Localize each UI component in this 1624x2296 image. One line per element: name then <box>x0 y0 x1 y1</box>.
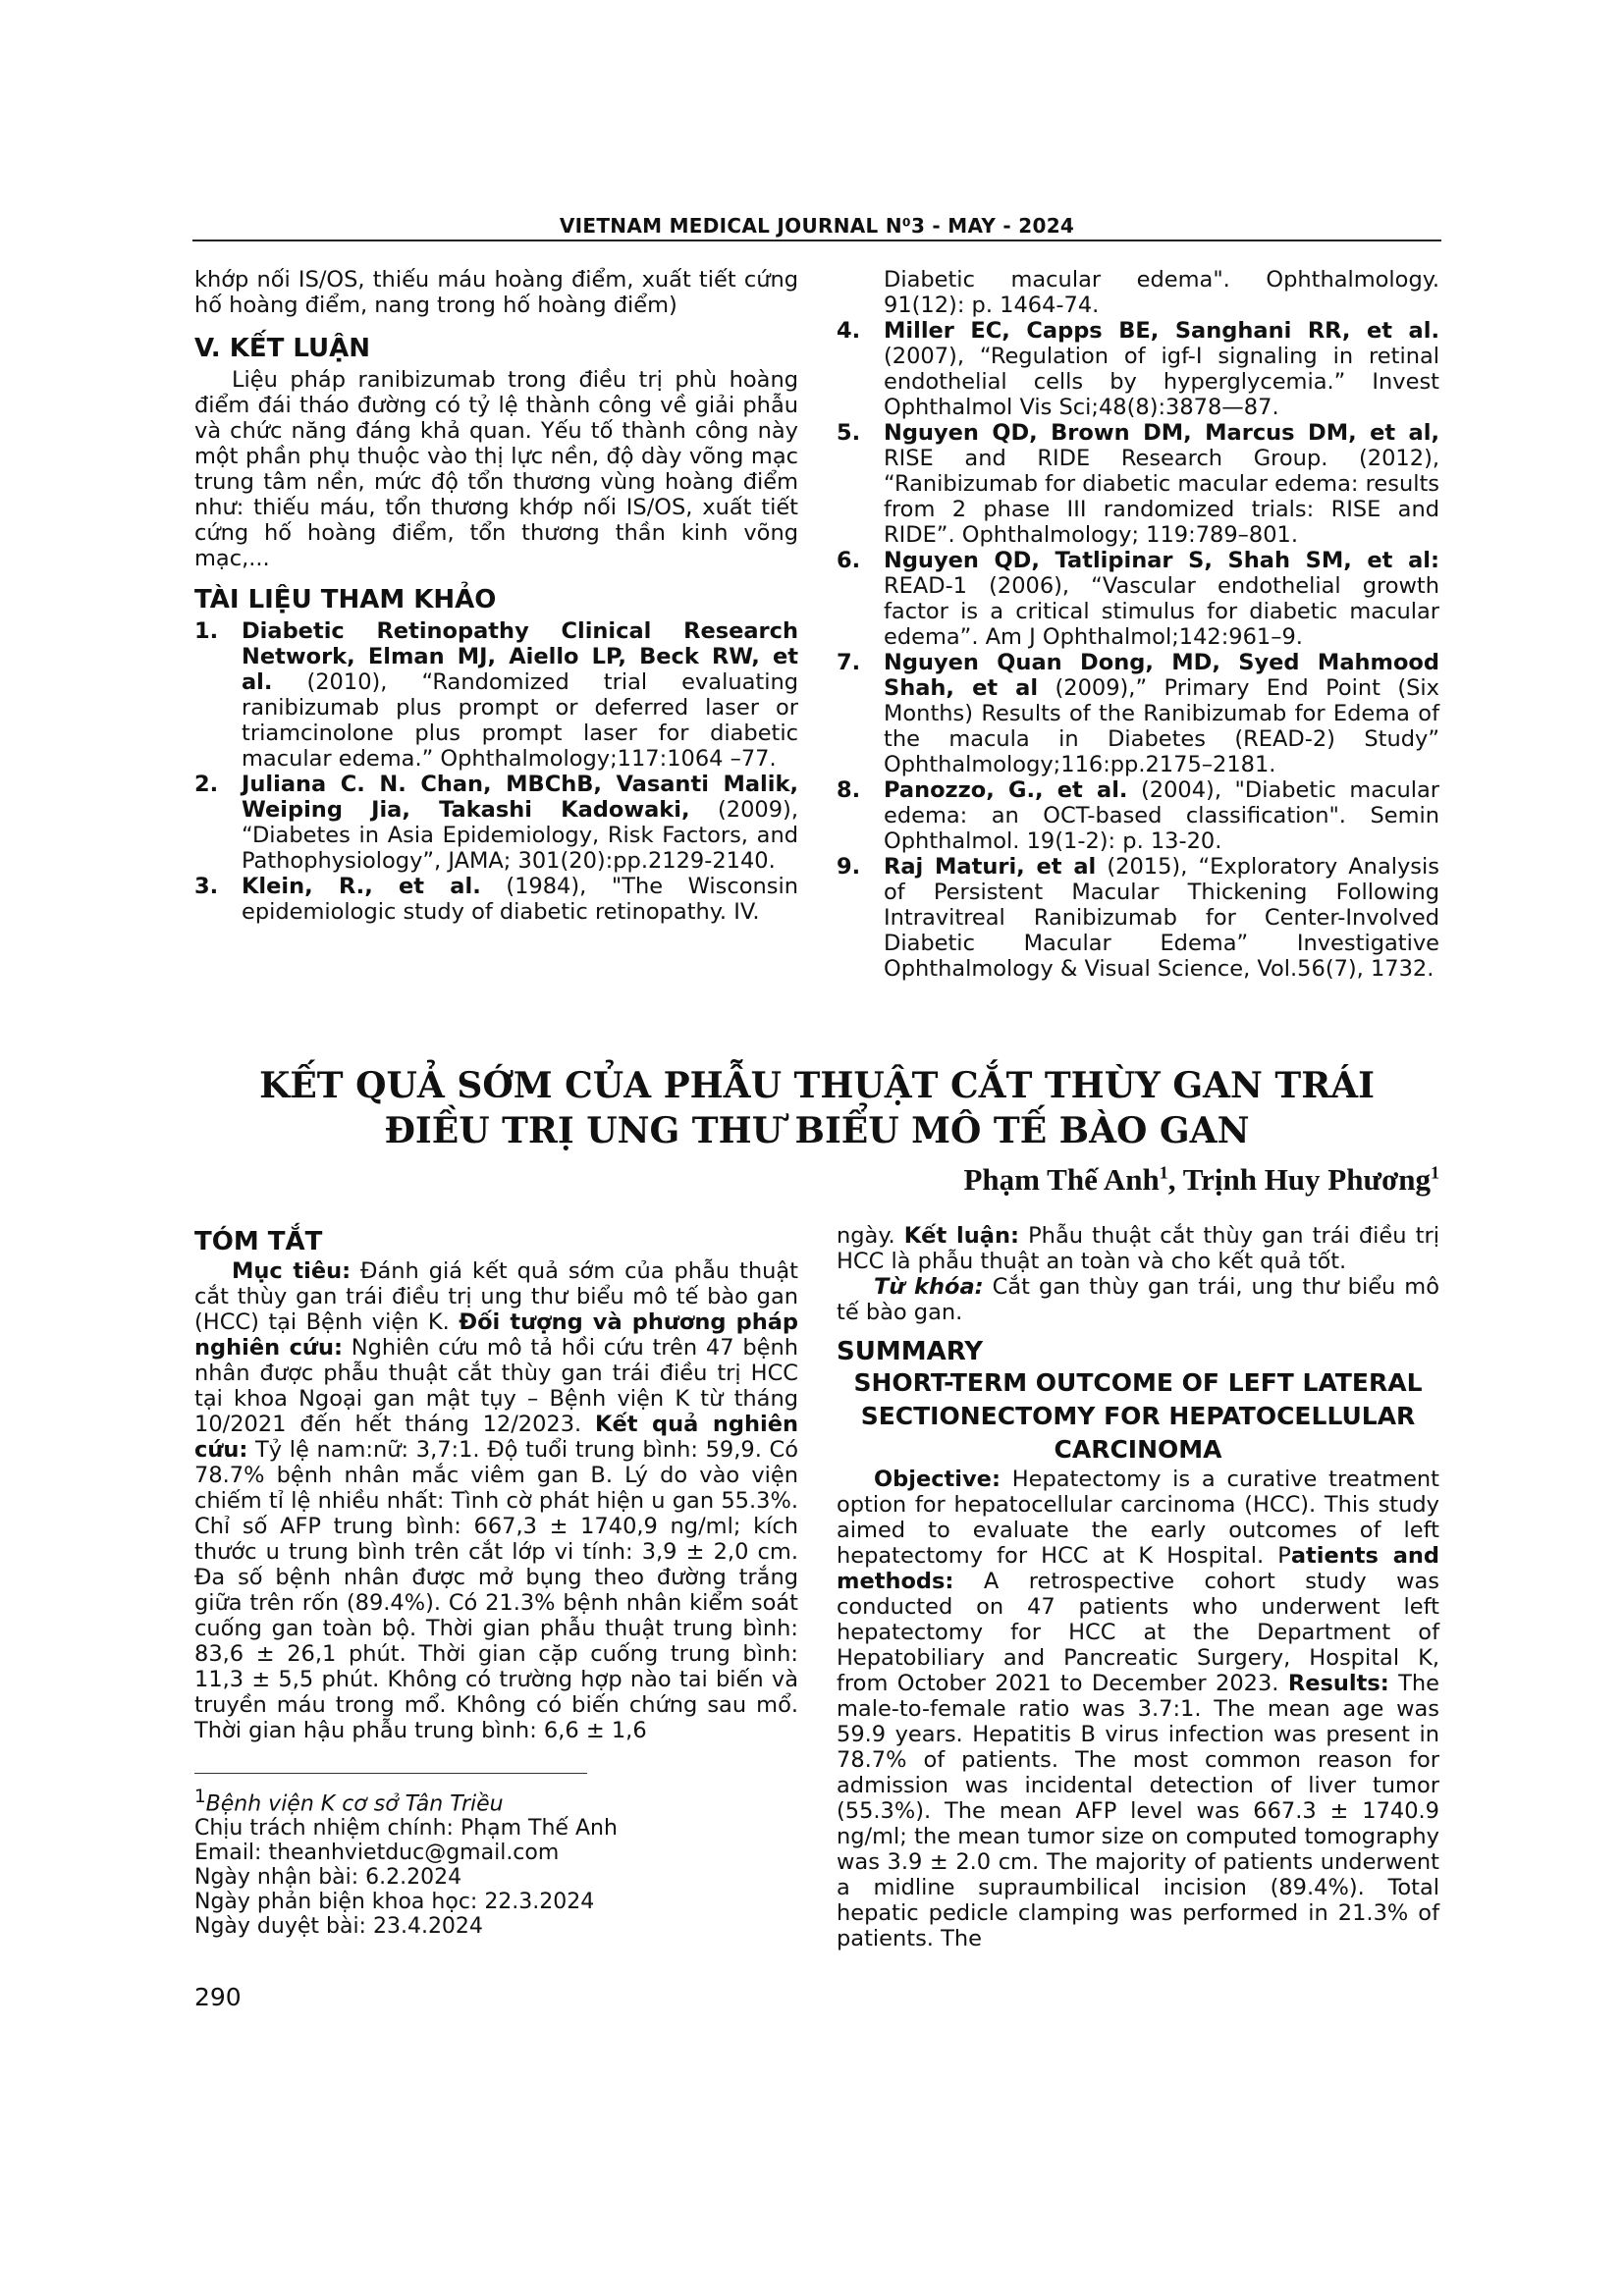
abstract-left-column <box>194 1227 798 1743</box>
references-heading: TÀI LIỆU THAM KHẢO <box>194 585 497 614</box>
reference-item <box>194 874 798 925</box>
reference-authors: Nguyen Quan Dong, MD, Syed Mahmood Shah, et al <box>884 650 1439 701</box>
footnote-reviewed: Ngày phản biện khoa học: 22.3.2024 <box>194 1890 595 1915</box>
reference-citation: (2007), “Regulation of igf-I signaling in retinal endothelial cells by hyperglycemia.” Invest Ophthalmol Vis Sci;48(8):3878—87. <box>884 344 1439 420</box>
text-objective-vi: Đánh giá kết quả sớm của phẫu thuật cắt thùy gan trái điều trị ung thư biểu mô tế bào gan (HCC) tại Bệnh viện K. <box>194 1258 798 1335</box>
reference-number: 2. <box>194 772 219 797</box>
label-methods-vi: Đối tượng và phương pháp nghiên cứu: <box>194 1309 798 1361</box>
reference-citation: RISE and RIDE Research Group. (2012), “Ranibizumab for diabetic macular edema: results from 2 phase III randomized trials: RISE and RIDE”. Ophthalmology; 119:789–801. <box>884 446 1439 548</box>
reference-item <box>837 777 1439 854</box>
article-authors <box>963 1162 1439 1198</box>
reference-text <box>884 854 1439 982</box>
text-objective-en: Hepatectomy is a curative treatment option for hepatocellular carcinoma (HCC). This study aimed to evaluate the early outcomes of left hepatectomy for HCC at K Hospital. P <box>837 1467 1439 1569</box>
page-number: 290 <box>194 1983 242 2011</box>
abstract-body <box>194 1258 798 1743</box>
reference-authors: Miller EC, Capps BE, Sanghani RR, et al. <box>884 318 1439 344</box>
reference-citation: (2009), “Diabetes in Asia Epidemiology, Risk Factors, and Pathophysiology”, JAMA; 301(20):pp.2129-2140. <box>242 797 798 874</box>
abstract-heading: TÓM TẮT <box>194 1227 323 1256</box>
reference-number: 5. <box>837 420 861 446</box>
text-methods-vi: Nghiên cứu mô tả hồi cứu trên 47 bệnh nhân được phẫu thuật cắt thùy gan trái điều trị HCC tại khoa Ngoại gan mật tụy – Bệnh viện K từ tháng 10/2021 đến hết tháng 12/2023. <box>194 1335 798 1437</box>
references-list-left <box>194 618 798 925</box>
reference-number: 3. <box>194 874 219 899</box>
conclusion-text: Liệu pháp ranibizumab trong điều trị phù hoàng điểm đái tháo đường có tỷ lệ thành công về giải phẫu và chức năng đáng khả quan. Yếu tố thành công này một phần phụ thuộc vào thị lực nền, độ dày võng mạc trung tâm nền, mức độ tổn thương vùng hoàng điểm như: thiếu máu, tổn thương khớp nối IS/OS, xuất tiết cứng hố hoàng điểm, tổn thương thần kinh võng mạc,... <box>194 367 798 571</box>
journal-header: VIETNAM MEDICAL JOURNAL N⁰3 - MAY - 2024 <box>559 214 1075 238</box>
reference-number: 6. <box>837 548 861 573</box>
label-conclusion-vi: Kết luận: <box>903 1223 1019 1249</box>
reference-text <box>884 420 1439 548</box>
footnote-rule <box>194 1773 587 1774</box>
reference-authors: Klein, R., et al. <box>242 874 481 899</box>
reference-authors: Juliana C. N. Chan, MBChB, Vasanti Malik, Weiping Jia, Takashi Kadowaki, <box>242 772 798 823</box>
reference-citation: (2004), "Diabetic macular edema: an OCT-based classification". Semin Ophthalmol. 19(1-2): p. 13-20. <box>884 777 1439 854</box>
reference-item <box>837 650 1439 777</box>
reference-text <box>242 874 798 925</box>
reference-text <box>884 548 1439 650</box>
header-rule <box>192 240 1441 241</box>
footnotes <box>194 1785 798 1939</box>
reference-text <box>884 318 1439 420</box>
footnote-affiliation <box>194 1785 798 1816</box>
reference-number: 8. <box>837 777 861 803</box>
reference-number: 7. <box>837 650 861 675</box>
footnote-responsible: Chịu trách nhiệm chính: Phạm Thế Anh <box>194 1816 618 1842</box>
reference-authors: Panozzo, G., et al. <box>884 777 1128 803</box>
prev-article-right-column <box>837 267 1439 982</box>
footnote-sup: 1 <box>194 1787 206 1807</box>
author-1: Phạm Thế Anh <box>963 1162 1160 1197</box>
label-objective-en: Objective: <box>874 1467 1001 1492</box>
reference-authors: Diabetic Retinopathy Clinical Research Network, Elman MJ, Aiello LP, Beck RW, et al. <box>242 618 798 695</box>
footnote-accepted: Ngày duyệt bài: 23.4.2024 <box>194 1914 483 1940</box>
reference-text <box>242 618 798 772</box>
reference-number: 4. <box>837 318 861 344</box>
reference-item <box>837 318 1439 420</box>
author-separator: , <box>1167 1162 1183 1197</box>
reference-item <box>837 854 1439 982</box>
article-title-line-2: ĐIỀU TRỊ UNG THƯ BIỂU MÔ TẾ BÀO GAN <box>384 1110 1250 1151</box>
reference-item <box>194 618 798 772</box>
reference-3-continued: Diabetic macular edema". Ophthalmology. 91(12): p. 1464-74. <box>884 267 1439 318</box>
conclusion-heading: V. KẾT LUẬN <box>194 334 371 363</box>
reference-authors: Nguyen QD, Tatlipinar S, Shah SM, et al: <box>884 548 1439 573</box>
label-results-vi: Kết quả nghiên cứu: <box>194 1412 798 1463</box>
abstract-conclusion <box>837 1223 1439 1274</box>
summary-title: SHORT-TERM OUTCOME OF LEFT LATERAL SECTIONECTOMY FOR HEPATOCELLULAR CARCINOMA <box>853 1368 1423 1464</box>
footnote-received: Ngày nhận bài: 6.2.2024 <box>194 1865 462 1891</box>
reference-text <box>884 777 1439 854</box>
reference-text <box>884 650 1439 777</box>
reference-item <box>837 420 1439 548</box>
text-keywords: Cắt gan thùy gan trái, ung thư biểu mô tế bào gan. <box>837 1274 1439 1325</box>
prev-article-left-column <box>194 267 798 925</box>
label-methods-en: atients and methods: <box>837 1543 1439 1594</box>
reference-number: 9. <box>837 854 861 880</box>
footnote-email: Email: theanhvietduc@gmail.com <box>194 1841 560 1866</box>
reference-citation: (1984), "The Wisconsin epidemiologic study of diabetic retinopathy. IV. <box>242 874 798 925</box>
reference-citation: READ-1 (2006), “Vascular endothelial growth factor is a critical stimulus for diabetic macular edema”. Am J Ophthalmol;142:961–9. <box>884 573 1439 650</box>
label-keywords: Từ khóa: <box>874 1274 984 1300</box>
references-list-right <box>837 318 1439 982</box>
text-results-en: The male-to-female ratio was 3.7:1. The mean age was 59.9 years. Hepatitis B virus infection was present in 78.7% of patients. The most common reason for admission was incidental detection of liver tumor (55.3%). The mean AFP level was 667.3 ± 1740.9 ng/ml; the mean tumor size on computed tomography was 3.9 ± 2.0 cm. The majority of patients underwent a midline supraumbilical incision (89.4%). Total hepatic pedicle clamping was performed in 21.3% of patients. The <box>837 1671 1440 1951</box>
label-objective-vi: Mục tiêu: <box>232 1258 352 1284</box>
footnote-affiliation-text: Bệnh viện K cơ sở Tân Triều <box>205 1791 504 1817</box>
reference-citation: (2010), “Randomized trial evaluating ranibizumab plus prompt or deferred laser or triamcinolone plus prompt laser for diabetic macular edema.” Ophthalmology;117:1064 –77. <box>242 669 798 772</box>
summary-body <box>837 1467 1439 1951</box>
reference-text <box>242 772 798 874</box>
article-title-line-1: KẾT QUẢ SỚM CỦA PHẪU THUẬT CẮT THÙY GAN TRÁI <box>259 1065 1375 1106</box>
abstract-continued: ngày. <box>837 1223 904 1249</box>
reference-item <box>194 772 798 874</box>
text-methods-en: A retrospective cohort study was conducted on 47 patients who underwent left hepatectomy for HCC at the Department of Hepatobiliary and Pancreatic Surgery, Hospital K, from October 2021 to December 2023. <box>837 1569 1439 1696</box>
keywords <box>837 1274 1439 1325</box>
summary-heading: SUMMARY <box>837 1337 984 1366</box>
text-results-vi: Tỷ lệ nam:nữ: 3,7:1. Độ tuổi trung bình: 59,9. Có 78.7% bệnh nhân mắc viêm gan B. Lý do vào viện chiếm tỉ lệ nhiều nhất: Tình cờ phát hiện u gan 55.3%. Chỉ số AFP trung bình: 667,3 ± 1740,9 ng/ml; kích thước u trung bình trên cắt lớp vi tính: 3,9 ± 2,0 cm. Đa số bệnh nhân được mở bụng theo đường trắng giữa trên rốn (89.4%). Có 21.3% bệnh nhân kiểm soát cuống gan toàn bộ. Thời gian phẫu thuật trung bình: 83,6 ± 26,1 phút. Thời gian cặp cuống trung bình: 11,3 ± 5,5 phút. Không có trường hợp nào tai biến và truyền máu trong mổ. Không có biến chứng sau mổ. Thời gian hậu phẫu trung bình: 6,6 ± 1,6 <box>194 1437 798 1743</box>
reference-authors: Raj Maturi, et al <box>884 854 1097 880</box>
reference-item <box>837 548 1439 650</box>
reference-number: 1. <box>194 618 219 644</box>
author-2-affiliation: 1 <box>1431 1162 1439 1183</box>
label-results-en: Results: <box>1287 1671 1389 1696</box>
reference-citation: (2015), “Exploratory Analysis of Persistent Macular Thickening Following Intravitreal Ranibizumab for Center-Involved Diabetic Macular Edema” Investigative Ophthalmology & Visual Science, Vol.56(7), 1732. <box>884 854 1439 982</box>
reference-authors: Nguyen QD, Brown DM, Marcus DM, et al, <box>884 420 1439 446</box>
abstract-right-column <box>837 1223 1439 1951</box>
author-1-affiliation: 1 <box>1159 1162 1168 1183</box>
reference-citation: (2009),” Primary End Point (Six Months) Results of the Ranibizumab for Edema of the macula in Diabetes (READ-2) Study” Ophthalmology;116:pp.2175–2181. <box>884 675 1439 777</box>
author-2: Trịnh Huy Phương <box>1182 1162 1431 1197</box>
text-conclusion-vi: Phẫu thuật cắt thùy gan trái điều trị HCC là phẫu thuật an toàn và cho kết quả tốt. <box>837 1223 1440 1274</box>
prev-continued-text: khớp nối IS/OS, thiếu máu hoàng điểm, xuất tiết cứng hố hoàng điểm, nang trong hố hoàng điểm) <box>194 267 798 318</box>
